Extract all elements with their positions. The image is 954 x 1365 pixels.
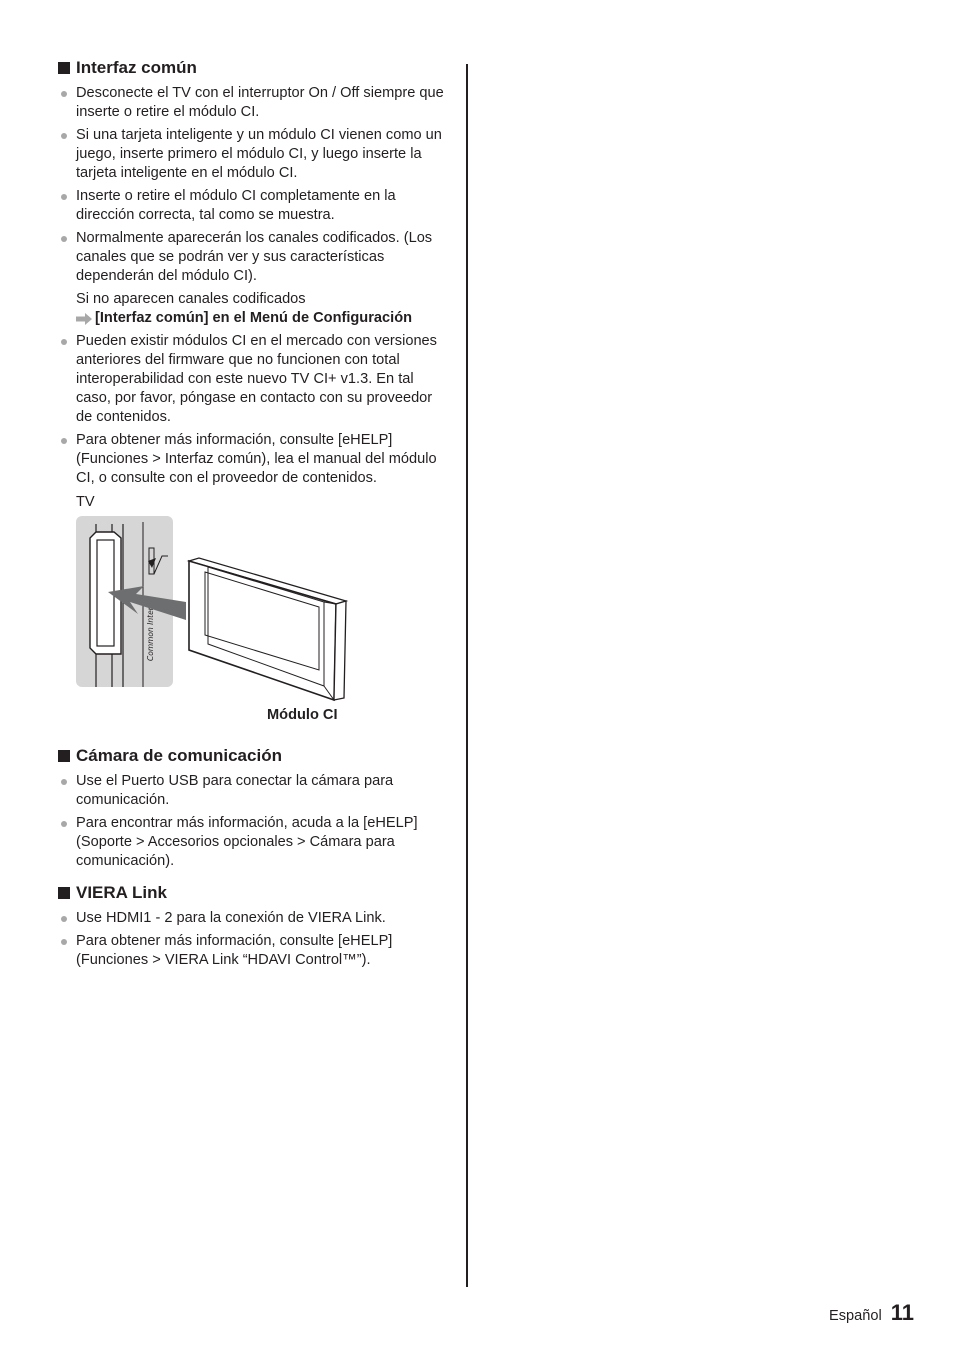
note-text: Si no aparecen canales codificados (76, 291, 306, 307)
column-divider (466, 64, 468, 1287)
footer-language: Español (828, 1308, 882, 1324)
list-item: Inserte o retire el módulo CI completamente en la dirección correcta, tal como se muestra. (58, 187, 450, 225)
section-title: Cámara de comunicación (76, 746, 282, 765)
list-item: Si una tarjeta inteligente y un módulo CI vienen como un juego, inserte primero el módulo CI, y luego inserte la tarjeta inteligente en el módulo CI. (58, 126, 450, 183)
page-footer (829, 1300, 914, 1326)
section-heading-interfaz-comun (58, 58, 450, 78)
ci-insertion-diagram (76, 516, 376, 706)
list-item: Para obtener más información, consulte [eHELP] (Funciones > Interfaz común), lea el manual del módulo CI, o consulte con el proveedor de contenidos. (58, 431, 450, 488)
bullet-list (58, 772, 450, 871)
list-item: Use el Puerto USB para conectar la cámara para comunicación. (58, 772, 450, 810)
page-number: 11 (890, 1300, 914, 1325)
section-heading-viera-link (58, 883, 450, 903)
section-title: VIERA Link (76, 883, 167, 902)
list-item: Desconecte el TV con el interruptor On / Off siempre que inserte o retire el módulo CI. (58, 84, 450, 122)
tv-label: TV (76, 494, 95, 510)
slot-label: Common Inter (146, 607, 155, 661)
list-item: Para encontrar más información, acuda a la [eHELP] (Soporte > Accesorios opcionales > Cámara para comunicación). (58, 814, 450, 871)
list-item: Normalmente aparecerán los canales codificados. (Los canales que se podrán ver y sus características dependerán del módulo CI). (58, 229, 450, 286)
filled-square-icon (58, 750, 70, 762)
section-heading-camara (58, 746, 450, 766)
section-title: Interfaz común (76, 58, 197, 77)
right-arrow-icon (76, 313, 92, 325)
menu-reference (76, 309, 450, 328)
bullet-list (58, 909, 450, 970)
ci-module-label: Módulo CI (267, 707, 338, 723)
ci-module-illustration (58, 494, 450, 734)
list-item: Use HDMI1 - 2 para la conexión de VIERA Link. (58, 909, 450, 928)
list-item: Pueden existir módulos CI en el mercado con versiones anteriores del firmware que no funcionen con total interoperabilidad con este nuevo TV CI+ v1.3. En tal caso, por favor, póngase en contacto con su proveedor de contenidos. (58, 332, 450, 427)
filled-square-icon (58, 62, 70, 74)
left-column (58, 58, 450, 974)
menu-reference-text: [Interfaz común] en el Menú de Configuración (95, 310, 413, 326)
list-item: Para obtener más información, consulte [eHELP] (Funciones > VIERA Link “HDAVI Control™”). (58, 932, 450, 970)
note-block (58, 290, 450, 328)
bullet-list (58, 332, 450, 488)
bullet-list (58, 84, 450, 286)
filled-square-icon (58, 887, 70, 899)
